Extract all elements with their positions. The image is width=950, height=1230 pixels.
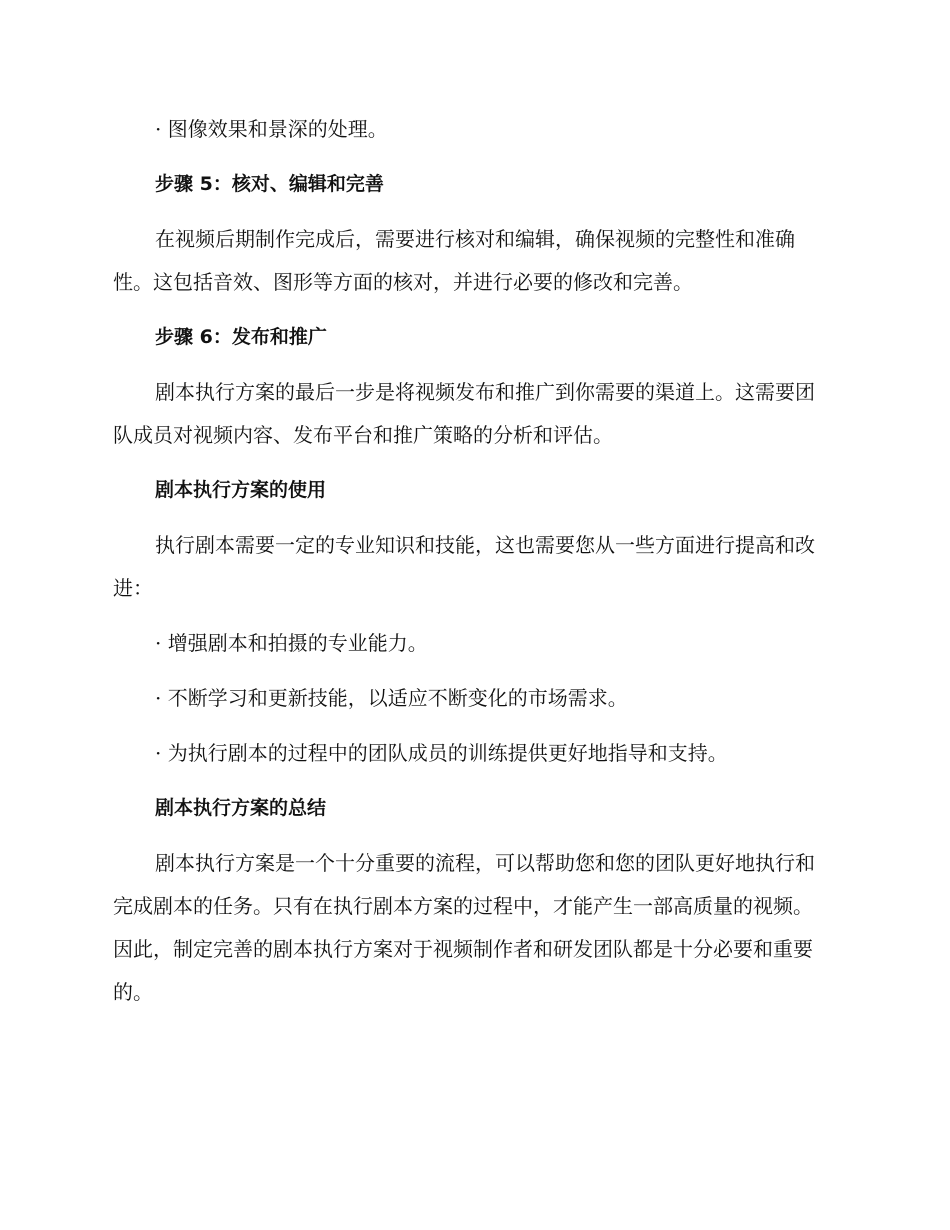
heading-usage: 剧本执行方案的使用 bbox=[155, 479, 327, 501]
bullet-item-image-effects: · 图像效果和景深的处理。 bbox=[155, 117, 388, 141]
heading-step-6: 步骤 6：发布和推广 bbox=[155, 326, 327, 348]
paragraph-summary: 剧本执行方案是一个十分重要的流程，可以帮助您和您的团队更好地执行和完成剧本的任务。只有在执行剧本方案的过程中，才能产生一部高质量的视频。因此，制定完善的剧本执行方案对于视频制作者和研发团队都是十分必要和重要的。 bbox=[113, 851, 815, 1004]
document-body bbox=[113, 108, 830, 1014]
paragraph-usage: 执行剧本需要一定的专业知识和技能，这也需要您从一些方面进行提高和改进： bbox=[113, 533, 815, 600]
heading-step-5: 步骤 5：核对、编辑和完善 bbox=[155, 173, 384, 195]
bullet-item-training: · 为执行剧本的过程中的团队成员的训练提供更好地指导和支持。 bbox=[155, 741, 728, 765]
bullet-item-skills: · 增强剧本和拍摄的专业能力。 bbox=[155, 631, 428, 655]
paragraph-step-5: 在视频后期制作完成后，需要进行核对和编辑，确保视频的完整性和准确性。这包括音效、图形等方面的核对，并进行必要的修改和完善。 bbox=[113, 227, 795, 294]
bullet-item-learning: · 不断学习和更新技能，以适应不断变化的市场需求。 bbox=[155, 686, 628, 710]
paragraph-step-6: 剧本执行方案的最后一步是将视频发布和推广到你需要的渠道上。这需要团队成员对视频内容、发布平台和推广策略的分析和评估。 bbox=[113, 380, 815, 447]
heading-summary: 剧本执行方案的总结 bbox=[155, 797, 327, 819]
